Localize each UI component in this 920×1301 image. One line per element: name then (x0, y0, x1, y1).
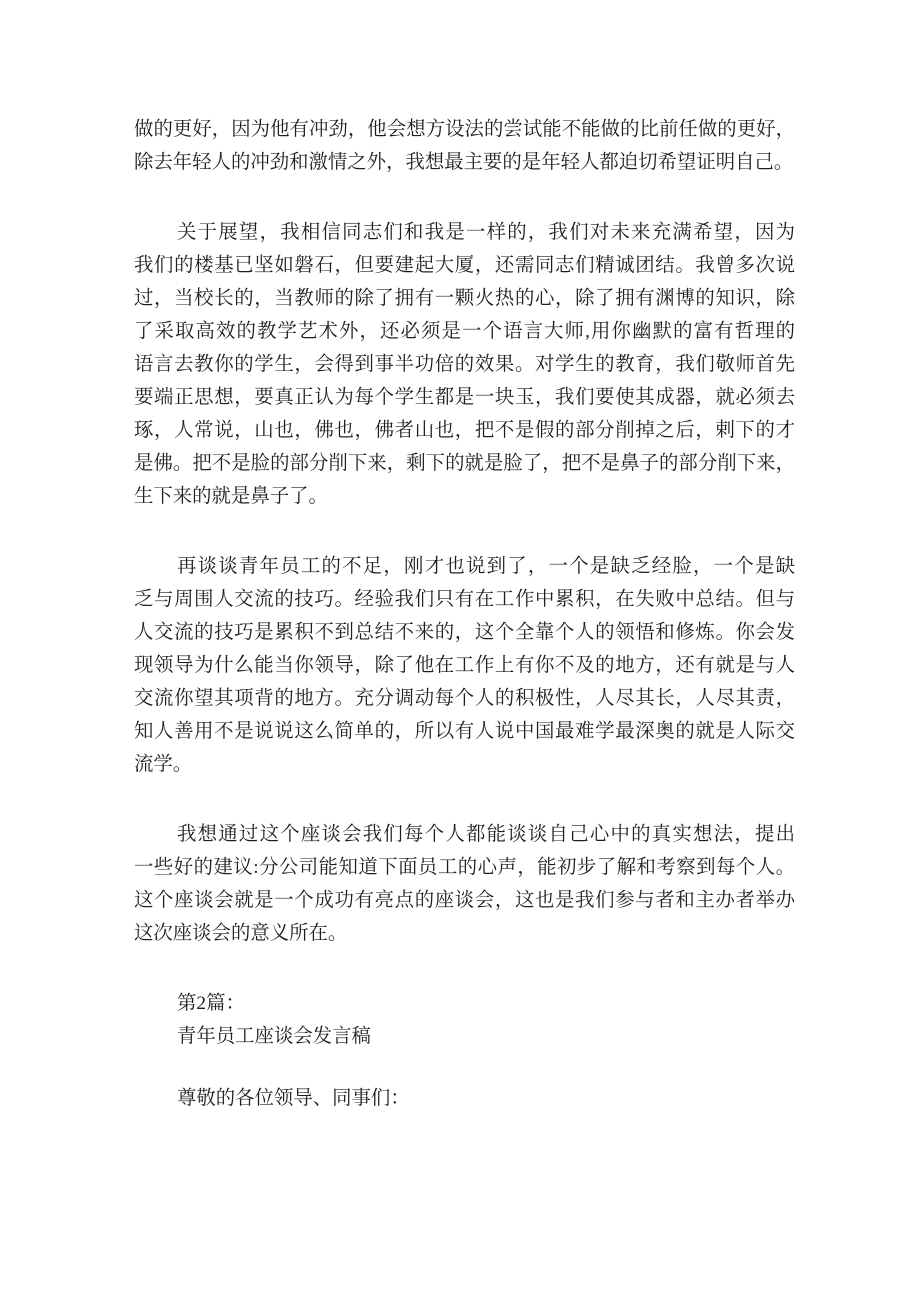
text-line: 知人善用不是说说这么简单的，所以有人说中国最难学最深奥的就是人际交 (134, 721, 795, 742)
paragraph (134, 987, 795, 1020)
text-line: 了采取高效的教学艺术外，还必须是一个语言大师,用你幽默的富有哲理的 (134, 321, 795, 342)
paragraph (134, 1082, 795, 1115)
text-line: 琢，人常说，山也，佛也，佛者山也，把不是假的部分削掉之后，剌下的才 (134, 420, 795, 441)
text-line: 再谈谈青年员工的不足，刚才也说到了，一个是缺乏经脸，一个是缺 (177, 556, 795, 577)
text-line: 除去年轻人的冲劲和激情之外，我想最主要的是年轻人都迫切希望证明自己。 (134, 152, 794, 173)
text-line: 我们的楼基已坚如磐石，但要建起大厦，还需同志们精诚团结。我曾多次说 (134, 255, 795, 276)
text-line: 人交流的技巧是累积不到总结不来的，这个全靠个人的领悟和修炼。你会发 (134, 622, 795, 643)
text-line: 做的更好，因为他有冲劲，他会想方设法的尝试能不能做的比前任做的更好， (134, 119, 795, 140)
paragraph (134, 1020, 795, 1053)
text-line: 语言去教你的学生，会得到事半功倍的效果。对学生的教育，我们敬师首先 (134, 354, 795, 375)
text-line: 过，当校长的，当教师的除了拥有一颗火热的心，除了拥有渊博的知识，除 (134, 288, 795, 309)
text-line: 一些好的建议:分公司能知道下面员工的心声，能初步了解和考察到每个人。 (134, 857, 795, 878)
text-line: 青年员工座谈会发言稿 (177, 1026, 371, 1047)
text-line: 关于展望，我相信同志们和我是一样的，我们对未来充满希望，因为 (177, 222, 795, 243)
document-body (134, 113, 795, 1115)
text-line: 乏与周围人交流的技巧。经验我们只有在工作中累积，在失败中总结。但与 (134, 589, 795, 610)
paragraph (134, 216, 795, 513)
text-line: 是佛。把不是脸的部分削下来，剩下的就是脸了，把不是鼻子的部分削下来， (134, 453, 795, 474)
text-line: 这个座谈会就是一个成功有亮点的座谈会，这也是我们参与者和主办者举办 (134, 890, 795, 911)
paragraph (134, 818, 795, 950)
text-line: 流学。 (134, 754, 193, 775)
text-line: 我想通过这个座谈会我们每个人都能谈谈自己心中的真实想法，提出 (177, 824, 795, 845)
text-line: 这次座谈会的意义所在。 (134, 923, 348, 944)
paragraph (134, 113, 795, 179)
text-line: 现领导为什么能当你领导，除了他在工作上有你不及的地方，还有就是与人 (134, 655, 795, 676)
text-line: 生下来的就是鼻子了。 (134, 486, 328, 507)
paragraph (134, 550, 795, 781)
text-line: 第2篇： (177, 993, 245, 1014)
text-line: 尊敬的各位领导、同事们： (177, 1088, 410, 1109)
text-line: 要端正思想，要真正认为每个学生都是一块玉，我们要使其成器，就必须去 (134, 387, 795, 408)
text-line: 交流你望其项背的地方。充分调动每个人的积极性，人尽其长，人尽其责， (134, 688, 795, 709)
